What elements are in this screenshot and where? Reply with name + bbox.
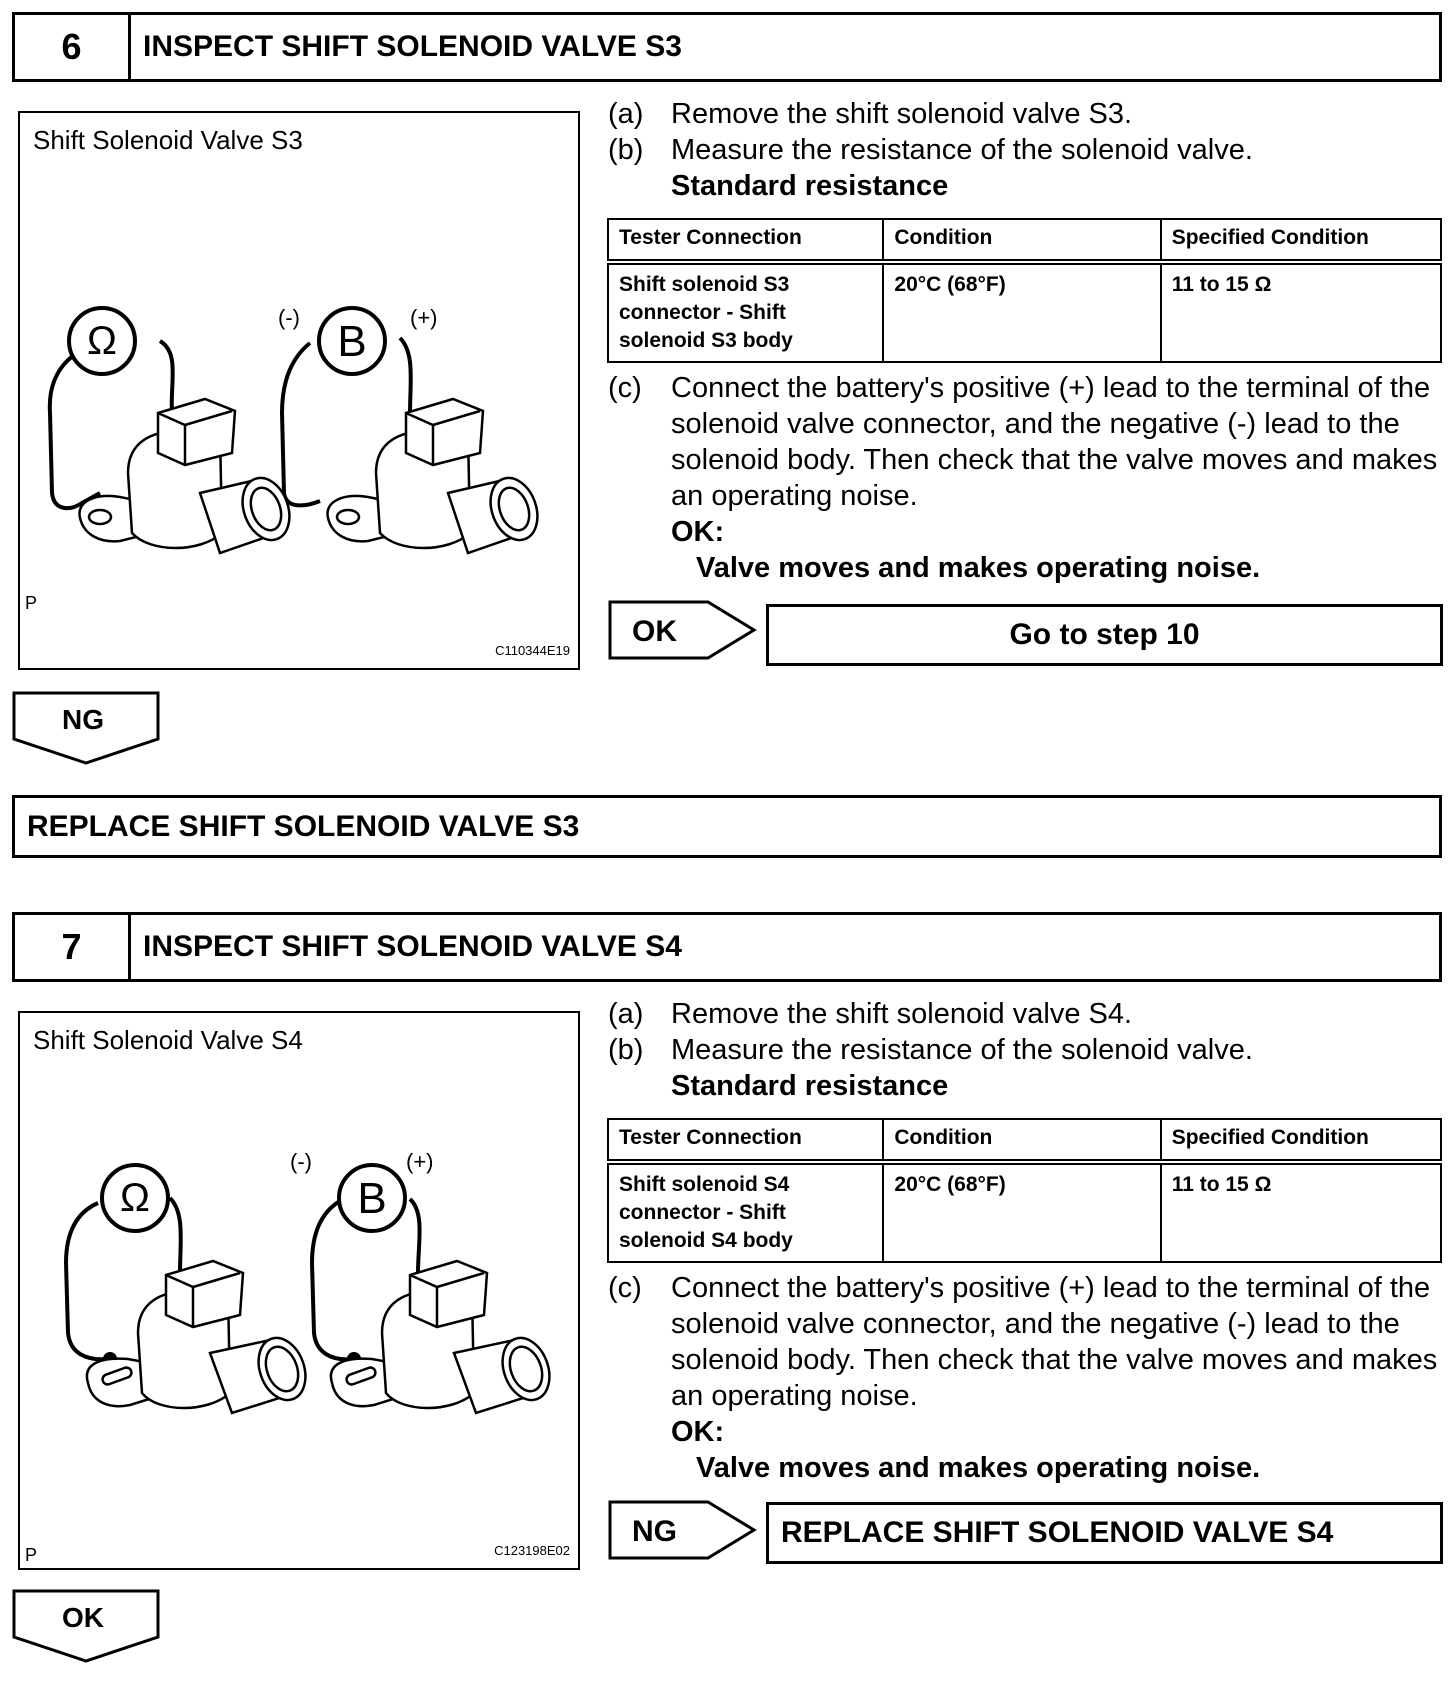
ok-tag: OK (62, 1602, 104, 1633)
ok-branch-arrow (12, 1589, 162, 1663)
figure-corner-label: P (25, 593, 38, 613)
step-number: 6 (15, 15, 131, 79)
replace-s3-box (12, 795, 1442, 858)
step-7c-label: (c) (608, 1272, 642, 1304)
ok-label: OK: (671, 1416, 725, 1448)
go-to-step-10-box (766, 604, 1443, 666)
standard-resistance-label: Standard resistance (671, 170, 949, 202)
ng-branch-arrow (608, 1500, 758, 1560)
cell-condition: 20°C (68°F) (883, 262, 1160, 362)
step-7-header (12, 912, 1442, 982)
header-tester-connection: Tester Connection (608, 1119, 883, 1162)
ng-tag: NG (632, 1515, 677, 1548)
ng-branch-arrow (12, 691, 162, 765)
header-tester-connection: Tester Connection (608, 219, 883, 262)
cell-specified-condition: 11 to 15 Ω (1161, 262, 1441, 362)
cell-condition: 20°C (68°F) (883, 1162, 1160, 1262)
step-6b: (b) Measure the resistance of the solenoid valve. (608, 134, 1253, 166)
step-7b: (b) Measure the resistance of the solenoid valve. (608, 1034, 1253, 1066)
step-6c-label: (c) (608, 372, 642, 404)
spec-table-s3 (607, 218, 1442, 363)
step-7c-text: Connect the battery's positive (+) lead to the terminal of the solenoid valve connector, and the negative (-) lead to the solenoid body. Then check that the valve moves and makes an operating noise. (671, 1272, 1438, 1412)
replace-s4-text: REPLACE SHIFT SOLENOID VALVE S4 (781, 1516, 1334, 1549)
cell-tester-connection: Shift solenoid S3 connector - Shift solenoid S3 body (608, 262, 883, 362)
standard-resistance-label: Standard resistance (671, 1070, 949, 1102)
ok-label: OK: (671, 516, 725, 548)
step-6-header (12, 12, 1442, 82)
ohm-symbol: Ω (120, 1176, 150, 1220)
solenoid-s3-illustration (20, 113, 582, 672)
go-to-step-10-text: Go to step 10 (1009, 618, 1200, 651)
step-7a: (a) Remove the shift solenoid valve S4. (608, 998, 1133, 1030)
header-condition: Condition (883, 219, 1160, 262)
figure-code: C110344E19 (495, 643, 570, 658)
figure-title: Shift Solenoid Valve S3 (33, 125, 303, 155)
cell-tester-connection: Shift solenoid S4 connector - Shift solenoid S4 body (608, 1162, 883, 1262)
ok-tag: OK (632, 615, 677, 648)
table-row (608, 1162, 1441, 1262)
replace-s4-box (766, 1502, 1443, 1564)
replace-s3-text: REPLACE SHIFT SOLENOID VALVE S3 (27, 809, 580, 843)
figure-s4 (18, 1011, 580, 1570)
figure-title: Shift Solenoid Valve S4 (33, 1025, 303, 1055)
negative-label: (-) (278, 305, 300, 330)
positive-label: (+) (410, 305, 438, 330)
cell-specified-condition: 11 to 15 Ω (1161, 1162, 1441, 1262)
ng-tag: NG (62, 704, 104, 735)
battery-symbol: B (337, 317, 367, 366)
step-6a: (a) Remove the shift solenoid valve S3. (608, 98, 1133, 130)
ok-text: Valve moves and makes operating noise. (696, 552, 1261, 584)
ohm-symbol: Ω (87, 319, 117, 363)
figure-s3 (18, 111, 580, 670)
header-specified-condition: Specified Condition (1161, 219, 1441, 262)
ok-text: Valve moves and makes operating noise. (696, 1452, 1261, 1484)
step-number: 7 (15, 915, 131, 979)
figure-corner-label: P (25, 1545, 38, 1565)
step-title: INSPECT SHIFT SOLENOID VALVE S3 (143, 30, 682, 63)
positive-label: (+) (406, 1149, 434, 1174)
ok-branch-arrow (608, 600, 758, 660)
battery-symbol: B (357, 1174, 387, 1223)
negative-label: (-) (290, 1149, 312, 1174)
step-title: INSPECT SHIFT SOLENOID VALVE S4 (143, 930, 682, 963)
spec-table-s4 (607, 1118, 1442, 1263)
table-row (608, 262, 1441, 362)
solenoid-s4-illustration (20, 1013, 582, 1572)
header-condition: Condition (883, 1119, 1160, 1162)
figure-code: C123198E02 (494, 1543, 570, 1558)
step-6c-text: Connect the battery's positive (+) lead to the terminal of the solenoid valve connector, and the negative (-) lead to the solenoid body. Then check that the valve moves and makes an operating noise. (671, 372, 1438, 512)
header-specified-condition: Specified Condition (1161, 1119, 1441, 1162)
